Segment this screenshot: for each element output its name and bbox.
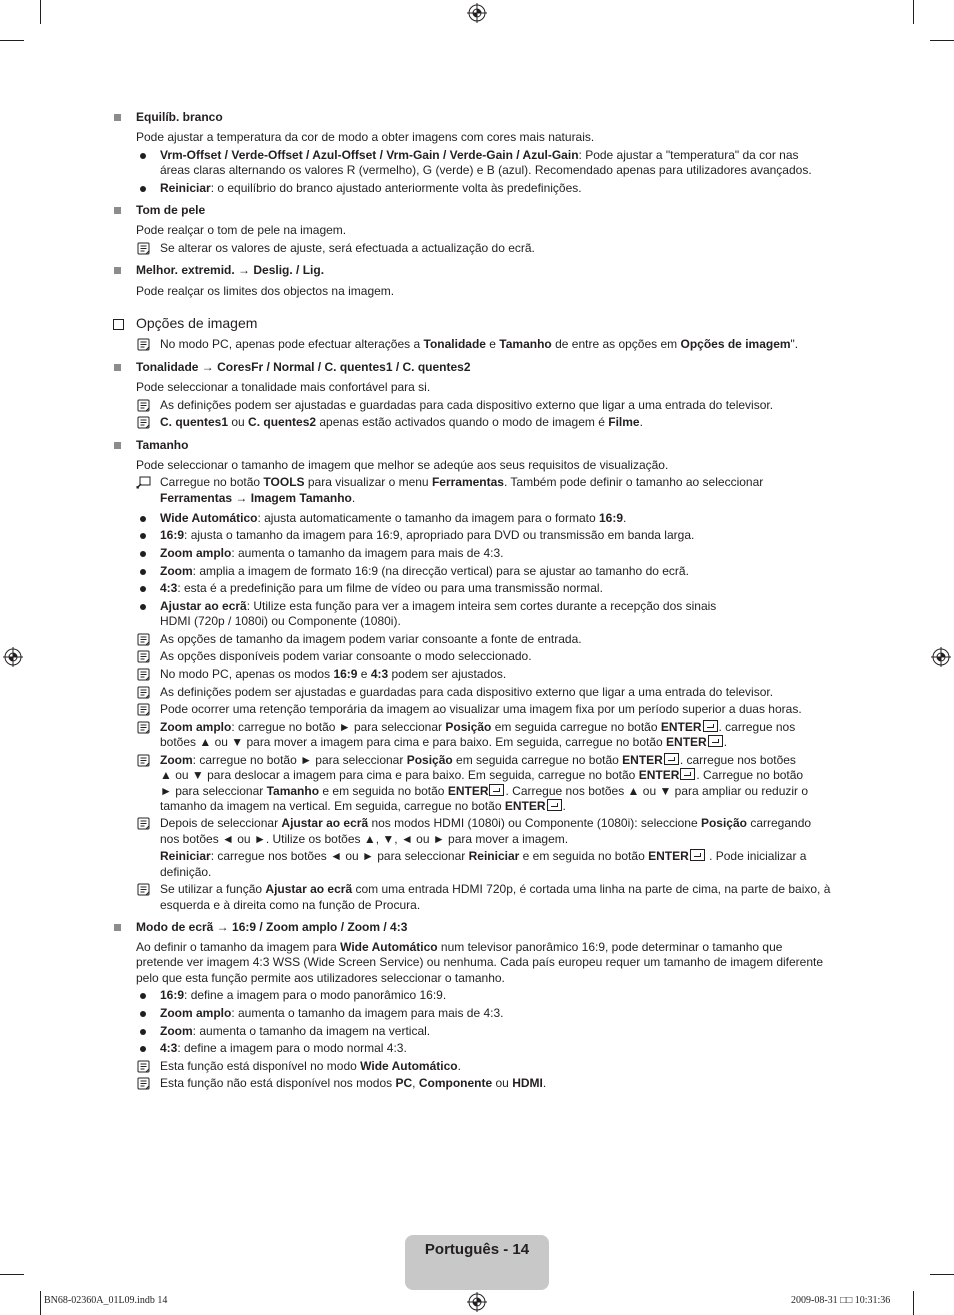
body-text: ▲ ou ▼ para deslocar a imagem para cima e para baixo. Em seguida, carregue no botão ENTER . Carregue no botão bbox=[160, 768, 804, 782]
bullet-icon bbox=[140, 186, 146, 192]
body-text: Pode seleccionar o tamanho de imagem que melhor se adeqúe aos seus requisitos de visualização. bbox=[136, 458, 669, 472]
print-slug-right: 2009-08-31 □□ 10:31:36 bbox=[791, 1295, 891, 1306]
body-text: áreas claras alternando os valores R (vermelho), G (verde) e B (azul). Recomendado apenas para utilizadores avançados. bbox=[160, 163, 812, 177]
bullet-icon bbox=[140, 604, 146, 610]
note-icon bbox=[137, 754, 150, 767]
section-heading: Melhor. extremid. → Deslig. / Lig. bbox=[136, 263, 325, 277]
body-text: Reiniciar: carregue nos botões ◄ ou ► para seleccionar Reiniciar e em seguida no botão ENTER . Pode inicializar a bbox=[160, 849, 807, 863]
body-text: Esta função não está disponível nos modos PC, Componente ou HDMI. bbox=[160, 1076, 547, 1090]
body-text: No modo PC, apenas os modos 16:9 e 4:3 podem ser ajustados. bbox=[160, 667, 507, 681]
body-text: ► para seleccionar Tamanho e em seguida no botão ENTER . Carregue nos botões ▲ ou ▼ para ampliar ou reduzir o bbox=[160, 784, 809, 798]
section-square-icon bbox=[114, 364, 121, 371]
body-text: As opções disponíveis podem variar consoante o modo seleccionado. bbox=[160, 649, 532, 663]
chapter-heading: Opções de imagem bbox=[136, 315, 258, 331]
body-text: 4:3: esta é a predefinição para um filme de vídeo ou para uma transmissão normal. bbox=[160, 581, 603, 595]
note-icon bbox=[137, 668, 150, 681]
body-text: pretende ver imagem 4:3 WSS (Wide Screen Service) ou nenhuma. Cada país europeu requer um tamanho de imagem diferente bbox=[136, 955, 824, 969]
body-text: Zoom: carregue no botão ► para seleccionar Posição em seguida carregue no botão ENTER . carregue nos botões bbox=[160, 753, 796, 767]
registration-mark-icon bbox=[467, 3, 487, 23]
body-text: Reiniciar: o equilíbrio do branco ajustado anteriormente volta às predefinições. bbox=[160, 181, 582, 195]
body-text: Ferramentas → Imagem Tamanho. bbox=[160, 491, 356, 505]
body-text: Zoom amplo: aumenta o tamanho da imagem para mais de 4:3. bbox=[160, 546, 504, 560]
body-text: definição. bbox=[160, 865, 212, 879]
body-text: No modo PC, apenas pode efectuar alterações a Tonalidade e Tamanho de entre as opções em Opções de imagem". bbox=[160, 337, 799, 351]
section-heading: Tonalidade → CoresFr / Normal / C. quentes1 / C. quentes2 bbox=[136, 360, 471, 374]
note-icon bbox=[137, 686, 150, 699]
body-text: Se utilizar a função Ajustar ao ecrã com uma entrada HDMI 720p, é cortada uma linha na parte de cima, na parte de baixo, à bbox=[160, 882, 831, 896]
body-text: Esta função está disponível no modo Wide Automático. bbox=[160, 1059, 461, 1073]
bullet-icon bbox=[140, 153, 146, 159]
print-slug-left: BN68-02360A_01L09.indb 14 bbox=[44, 1295, 168, 1306]
body-text: As opções de tamanho da imagem podem variar consoante a fonte de entrada. bbox=[160, 632, 582, 646]
body-text: Ajustar ao ecrã: Utilize esta função para ver a imagem inteira sem cortes durante a recepção dos sinais bbox=[160, 599, 717, 613]
bullet-icon bbox=[140, 993, 146, 999]
note-icon bbox=[137, 703, 150, 716]
crop-mark bbox=[930, 1274, 954, 1275]
bullet-icon bbox=[140, 1046, 146, 1052]
body-text: Pode ajustar a temperatura da cor de modo a obter imagens com cores mais naturais. bbox=[136, 130, 595, 144]
section-square-icon bbox=[114, 924, 121, 931]
section-heading: Tamanho bbox=[136, 438, 189, 452]
body-text: Pode seleccionar a tonalidade mais confortável para si. bbox=[136, 380, 431, 394]
body-text: As definições podem ser ajustadas e guardadas para cada dispositivo externo que ligar a uma entrada do televisor. bbox=[160, 398, 774, 412]
note-icon bbox=[137, 242, 150, 255]
bullet-icon bbox=[140, 1011, 146, 1017]
body-text: Zoom: amplia a imagem de formato 16:9 (na direcção vertical) para se ajustar ao tamanho do ecrã. bbox=[160, 564, 689, 578]
section-square-icon bbox=[114, 442, 121, 449]
bullet-icon bbox=[140, 533, 146, 539]
body-text: nos botões ◄ ou ►. Utilize os botões ▲, ▼, ◄ ou ► para mover a imagem. bbox=[160, 832, 569, 846]
note-icon bbox=[137, 883, 150, 896]
note-icon bbox=[137, 1060, 150, 1073]
note-icon bbox=[137, 1077, 150, 1090]
body-text: As definições podem ser ajustadas e guardadas para cada dispositivo externo que ligar a uma entrada do televisor. bbox=[160, 685, 774, 699]
body-text: esquerda e à direita como na função de Procura. bbox=[160, 898, 421, 912]
body-text: tamanho da imagem na vertical. Em seguida, carregue no botão ENTER . bbox=[160, 799, 566, 813]
body-text: Zoom amplo: aumenta o tamanho da imagem para mais de 4:3. bbox=[160, 1006, 504, 1020]
crop-mark bbox=[0, 1274, 24, 1275]
body-text: 16:9: define a imagem para o modo panorâmico 16:9. bbox=[160, 988, 447, 1002]
body-text: Vrm-Offset / Verde-Offset / Azul-Offset / Vrm-Gain / Verde-Gain / Azul-Gain: Pode ajustar a "temperatura" da cor nas bbox=[160, 148, 799, 162]
crop-mark bbox=[40, 1291, 41, 1315]
bullet-icon bbox=[140, 551, 146, 557]
body-text: Pode ocorrer uma retenção temporária da imagem ao visualizar uma imagem fixa por um período superior a duas horas. bbox=[160, 702, 802, 716]
note-icon bbox=[137, 416, 150, 429]
body-text: Zoom: aumenta o tamanho da imagem na vertical. bbox=[160, 1024, 431, 1038]
bullet-icon bbox=[140, 516, 146, 522]
body-text: Zoom amplo: carregue no botão ► para seleccionar Posição em seguida carregue no botão ENTER . carregue nos bbox=[160, 720, 796, 734]
crop-mark bbox=[930, 40, 954, 41]
registration-mark-icon bbox=[931, 647, 951, 667]
section-heading: Modo de ecrã → 16:9 / Zoom amplo / Zoom / 4:3 bbox=[136, 920, 408, 934]
section-square-icon bbox=[114, 207, 121, 214]
section-box-icon bbox=[113, 319, 124, 330]
section-square-icon bbox=[114, 114, 121, 121]
body-text: Ao definir o tamanho da imagem para Wide Automático num televisor panorâmico 16:9, pode determinar o tamanho que bbox=[136, 940, 783, 954]
crop-mark bbox=[0, 40, 24, 41]
bullet-icon bbox=[140, 569, 146, 575]
body-text: Se alterar os valores de ajuste, será efectuada a actualização do ecrã. bbox=[160, 241, 535, 255]
tools-icon bbox=[136, 476, 151, 489]
bullet-icon bbox=[140, 1029, 146, 1035]
crop-mark bbox=[40, 0, 41, 24]
registration-mark-icon bbox=[3, 647, 23, 667]
body-text: botões ▲ ou ▼ para mover a imagem para cima e para baixo. Em seguida, carregue no botão ENTER . bbox=[160, 735, 728, 749]
bullet-icon bbox=[140, 586, 146, 592]
crop-mark bbox=[913, 0, 914, 24]
section-heading: Equilíb. branco bbox=[136, 110, 223, 124]
page-number-label: Português - 14 bbox=[424, 1241, 530, 1258]
body-text: 16:9: ajusta o tamanho da imagem para 16:9, apropriado para DVD ou transmissão em banda larga. bbox=[160, 528, 695, 542]
body-text: Depois de seleccionar Ajustar ao ecrã nos modos HDMI (1080i) ou Componente (1080i): seleccione Posição carregando bbox=[160, 816, 812, 830]
body-text: 4:3: define a imagem para o modo normal 4:3. bbox=[160, 1041, 407, 1055]
note-icon bbox=[137, 650, 150, 663]
note-icon bbox=[137, 399, 150, 412]
crop-mark bbox=[913, 1291, 914, 1315]
body-text: Pode realçar os limites dos objectos na imagem. bbox=[136, 284, 395, 298]
registration-mark-icon bbox=[467, 1292, 487, 1312]
body-text: pelo que esta função permite aos utilizadores seleccionar o tamanho. bbox=[136, 971, 505, 985]
body-text: C. quentes1 ou C. quentes2 apenas estão activados quando o modo de imagem é Filme. bbox=[160, 415, 643, 429]
note-icon bbox=[137, 338, 150, 351]
section-square-icon bbox=[114, 267, 121, 274]
section-heading: Tom de pele bbox=[136, 203, 206, 217]
body-text: Pode realçar o tom de pele na imagem. bbox=[136, 223, 347, 237]
body-text: Carregue no botão TOOLS para visualizar o menu Ferramentas. Também pode definir o tamanho ao seleccionar bbox=[160, 475, 764, 489]
body-text: Wide Automático: ajusta automaticamente o tamanho da imagem para o formato 16:9. bbox=[160, 511, 627, 525]
note-icon bbox=[137, 721, 150, 734]
body-text: HDMI (720p / 1080i) ou Componente (1080i). bbox=[160, 614, 401, 628]
note-icon bbox=[137, 633, 150, 646]
note-icon bbox=[137, 817, 150, 830]
